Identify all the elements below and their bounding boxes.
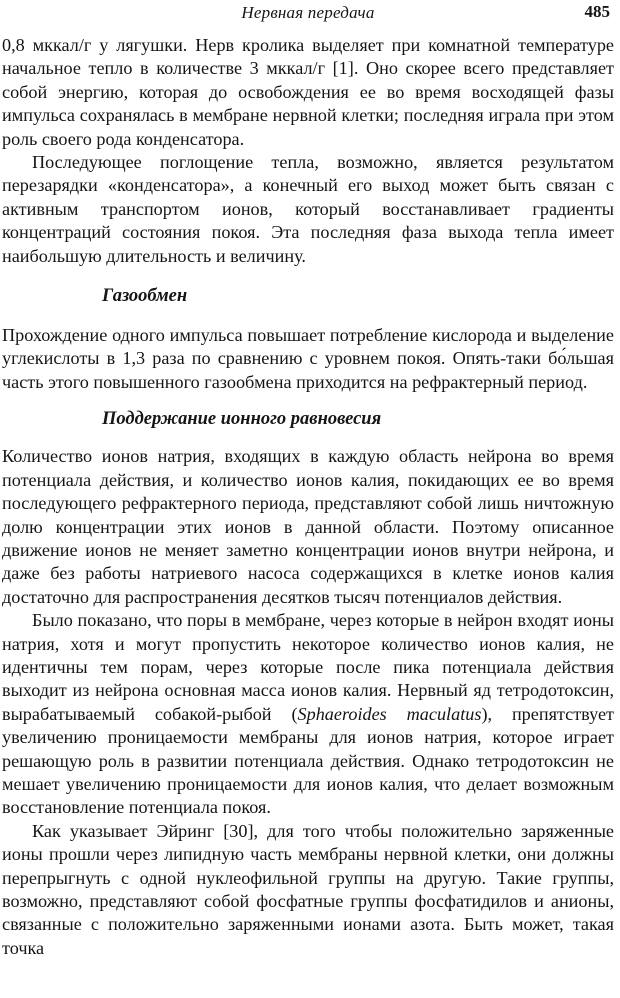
- paragraph-continued: 0,8 мккал/г у лягушки. Нерв кролика выделяет при комнатной температуре начальное тепло в количестве 3 мккал/г [1]. Оно скорее всего представляет собой энергию, которая до освобождения ее во время восходящей фазы импульса сохранялась в мембране нервной клетки; последняя играла при этом роль своего рода конденсатора.: [2, 35, 614, 149]
- running-title: Нервная передача: [241, 3, 375, 22]
- paragraph-gas-exchange: Прохождение одного импульса повышает потребление кислорода и выделение углекислоты в 1,3 раза по сравнению с уровнем покоя. Опять-таки бо́льшая часть этого повышенного газообмена приходится на рефрактерный период.: [2, 325, 614, 392]
- latin-species-name: Sphaeroides maculatus: [297, 703, 482, 724]
- section-heading-ion-balance: Поддержание ионного равновесия: [102, 409, 382, 430]
- pores-text-start: Было показано, что поры в мембране, через которые в нейрон входят ионы натрия, хотя и могут пропустить некоторое количество ионов калия, не идентичны тем порам, через которые после пика потенциала действия выходит из нейрона основная масса ионов калия. Нервный яд тетродотоксин, вырабатываемый собакой-рыбой (: [2, 610, 614, 724]
- pores-text-end: ), препятствует увеличению проницаемости мембраны для ионов натрия, которое играет решающую роль в развитии потенциала действия. Однако тетродотоксин не мешает увеличению проницаемости для ионов калия, что делает возможным восстановление потенциала покоя.: [2, 703, 614, 818]
- body-text: [2, 34, 614, 960]
- page-number: 485: [584, 2, 610, 21]
- section-heading-gas-exchange: Газообмен: [102, 286, 188, 307]
- paragraph-membrane-pores: [2, 609, 614, 820]
- paragraph-ion-quantity: Количество ионов натрия, входящих в каждую область нейрона во время потенциала действия, и количество ионов калия, покидающих ее во время последующего рефрактерного периода, представляют собой лишь ничтожную долю концентрации этих ионов в данной области. Поэтому описанное движение ионов не меняет заметно концентрации ионов внутри нейрона, и даже без работы натриевого насоса содержащихся в клетке ионов калия достаточно для распространения десятков тысяч потенциалов действия.: [2, 446, 614, 607]
- running-head: [2, 0, 614, 34]
- paragraph-eyring: Как указывает Эйринг [30], для того чтобы положительно заряженные ионы прошли через липидную часть мембраны нервной клетки, они должны перепрыгнуть с одной нуклеофильной группы на другую. Такие группы, возможно, представляют собой фосфатные группы фосфатидилов и анионы, связанные с положительно заряженными ионами азота. Быть может, такая точка: [2, 820, 614, 958]
- paragraph-heat-recharge: Последующее поглощение тепла, возможно, является результатом перезарядки «конденсатора», а конечный его выход может быть связан с активным транспортом ионов, который восстанавливает градиенты концентраций состояния покоя. Эта последняя фаза выхода тепла имеет наибольшую длительность и величину.: [2, 152, 614, 266]
